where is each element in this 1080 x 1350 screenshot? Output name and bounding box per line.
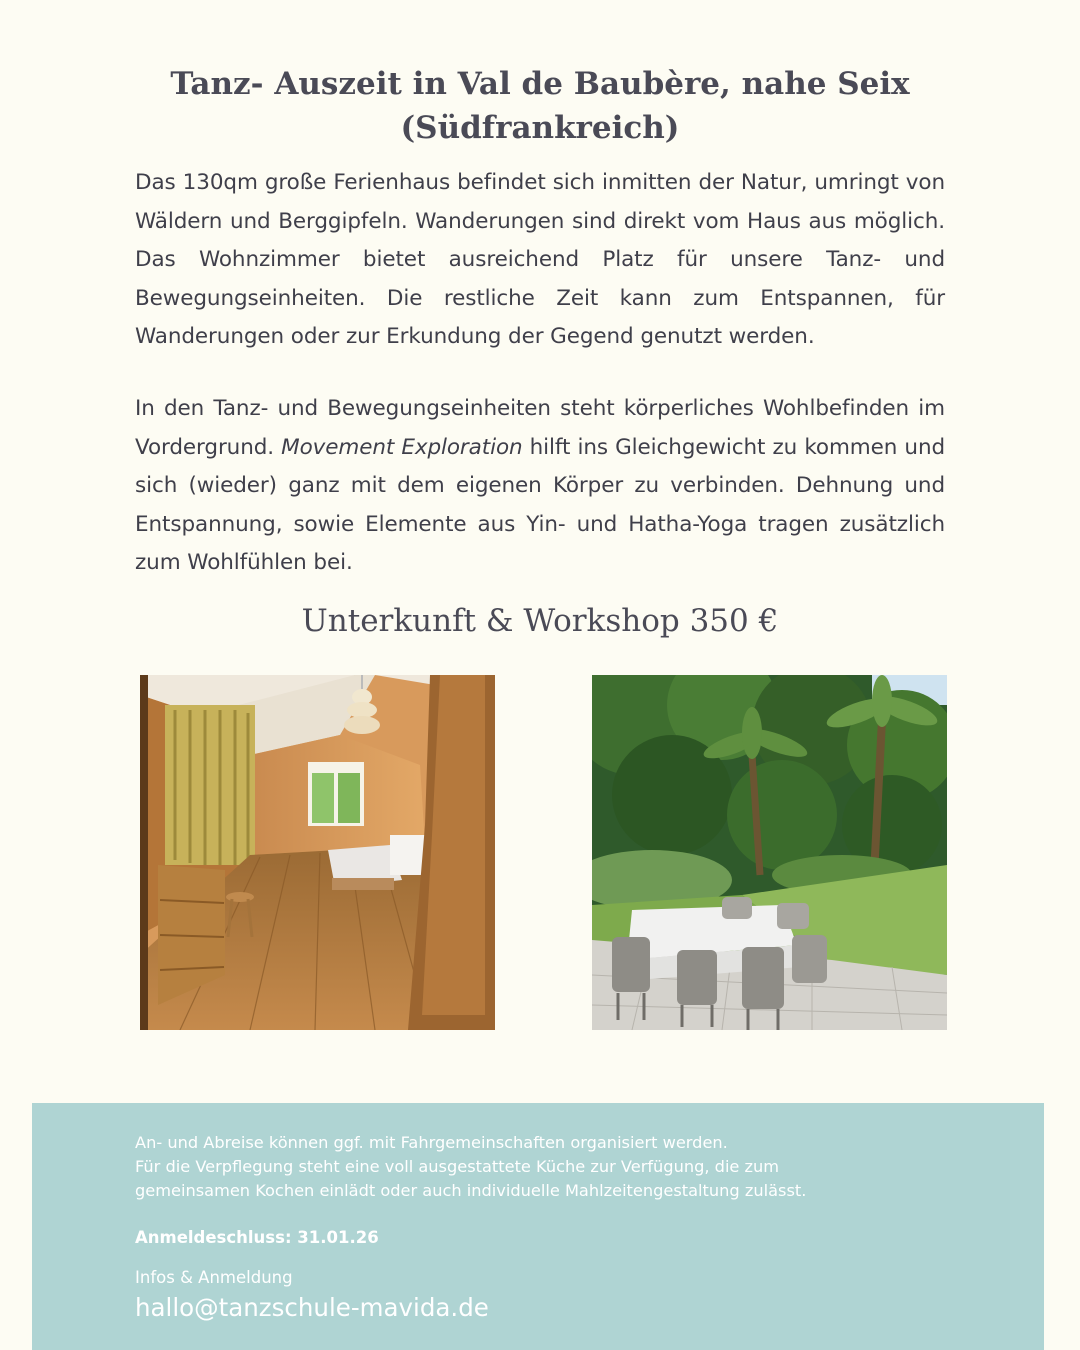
- garden-terrace-photo: [592, 675, 947, 1030]
- page-title: [135, 62, 945, 150]
- intro-paragraph: Das 130qm große Ferienhaus befindet sich inmitten der Natur, umringt von Wäldern und Berggipfeln. Wanderungen sind direkt vom Haus aus möglich. Das Wohnzimmer bietet ausreichend Platz für unsere Tanz- und Bewegungseinheiten. Die restliche Zeit kann zum Entspannen, für Wanderungen oder zur Erkundung der Gegend genutzt werden.: [135, 170, 945, 349]
- title-line-2: (Südfrankreich): [400, 110, 680, 146]
- registration-deadline: Anmeldeschluss: 31.01.26: [135, 1228, 379, 1247]
- info-catering-line-1: Für die Verpflegung steht eine voll ausgestattete Küche zur Verfügung, die zum: [135, 1157, 780, 1176]
- title-line-1: Tanz- Auszeit in Val de Baubère, nahe Seix: [170, 66, 910, 102]
- bedroom-photo: [140, 675, 495, 1030]
- info-box: [32, 1103, 1044, 1350]
- contact-label: Infos & Anmeldung: [135, 1268, 293, 1287]
- price-line: Unterkunft & Workshop 350 €: [301, 603, 779, 639]
- info-travel-line: An- und Abreise können ggf. mit Fahrgemeinschaften organisiert werden.: [135, 1133, 728, 1152]
- movement-paragraph: [135, 390, 945, 583]
- movement-exploration-emphasis: Movement Exploration: [281, 434, 523, 460]
- info-catering-line-2: gemeinsamen Kochen einlädt oder auch individuelle Mahlzeitengestaltung zulässt.: [135, 1181, 807, 1200]
- contact-email: hallo@tanzschule-mavida.de: [135, 1293, 489, 1322]
- movement-text-after: hilft ins Gleichgewicht zu kommen und sich (wieder) ganz mit dem eigenen Körper zu verbinden. Dehnung und Entspannung, sowie Elemente aus Yin- und Hatha-Yoga tragen zusätzlich zum Wohlfühlen bei.: [135, 434, 946, 575]
- movement-text-before: In den Tanz- und Bewegungseinheiten steht körperliches Wohlbefinden im Vordergrund.: [135, 396, 945, 460]
